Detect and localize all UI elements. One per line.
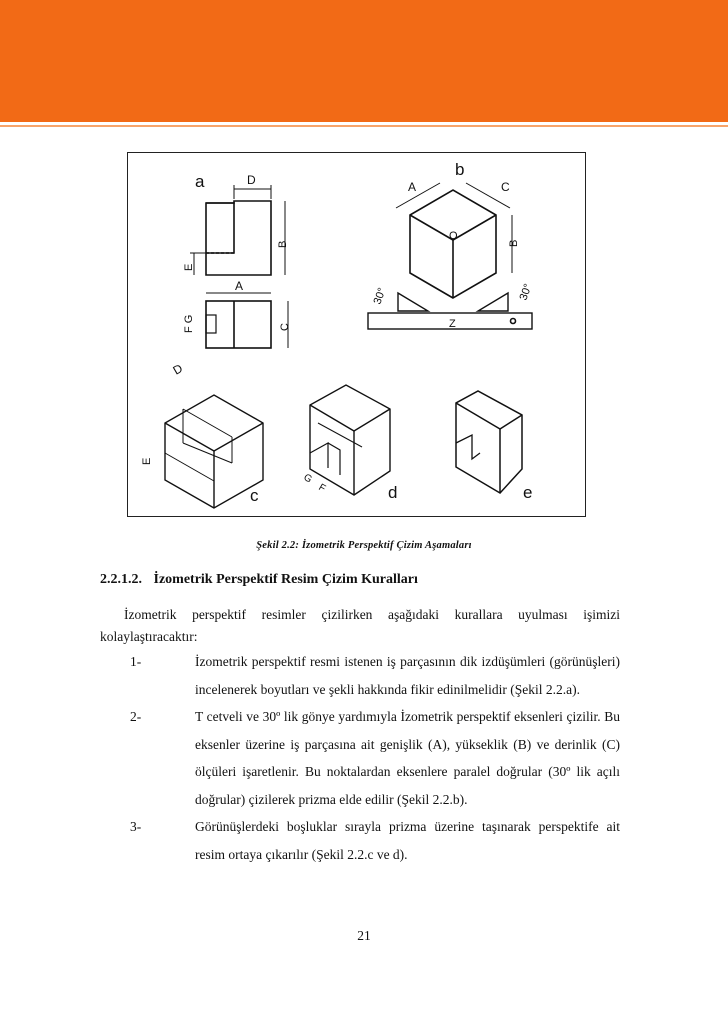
list-item (100, 703, 620, 813)
view-e (456, 391, 522, 493)
rule-text: Görünüşlerdeki boşluklar sırayla prizma üzerine taşınarak perspektife ait resim ortaya çıkarılır (Şekil 2.2.c ve d). (195, 819, 620, 862)
dim-C-a: C (279, 323, 291, 331)
figure-caption: Şekil 2.2: İzometrik Perspektif Çizim Aşamaları (256, 540, 472, 551)
dim-FG-a: F G (183, 314, 195, 333)
rule-text: T cetveli ve 30º lik gönye yardımıyla İzometrik perspektif eksenleri çizilir. Bu eksenler üzerine iş parçasına ait genişlik (A), yükseklik (B) ve derinlik (C) ölçüleri işaretlenir. Bu noktalardan eksenlere paralel doğrular (30º lik açılı doğrular) çizilerek prizma elde edilir (Şekil 2.2.b). (195, 709, 620, 807)
intro-line-2: kolaylaştıracaktır: (100, 629, 198, 644)
view-front-step (206, 203, 234, 253)
dim-D-a: D (247, 173, 256, 187)
page-number: 21 (357, 928, 371, 943)
view-side-notch (206, 315, 216, 333)
dim-B-a: B (277, 240, 289, 248)
section-heading (100, 572, 418, 588)
dim-A-b: A (408, 180, 417, 194)
rule-number: 1- (130, 654, 142, 669)
section-title: İzometrik Perspektif Resim Çizim Kuralları (153, 572, 418, 587)
label-e: e (523, 483, 533, 502)
rules-list (100, 648, 620, 868)
view-front (206, 201, 271, 275)
point-Z: Z (449, 318, 456, 330)
rule-text: İzometrik perspektif resmi istenen iş parçasının dik izdüşümleri (görünüşleri) incelenerek boyutları ve şekli hakkında fikir edinilmelidir (Şekil 2.2.a). (195, 654, 620, 697)
isometric-figure (127, 152, 586, 517)
dim-C-b: C (501, 180, 510, 194)
section-number: 2.2.1.2. (100, 572, 142, 587)
banner-shadow (0, 125, 728, 127)
label-a: a (195, 172, 205, 191)
dim-G-d: G (301, 472, 314, 486)
dim-F-d: F (316, 482, 328, 495)
list-item (100, 813, 620, 868)
label-d: d (388, 483, 398, 502)
dim-B-b: B (508, 239, 520, 247)
label-c: c (250, 486, 259, 505)
figure-drawing (128, 153, 585, 516)
dim-E-c: E (141, 457, 153, 465)
list-item (100, 648, 620, 703)
set-square-right (478, 293, 508, 311)
intro-line-1: İzometrik perspektif resimler çizilirken aşağıdaki kurallara uyulması işimizi (124, 607, 620, 622)
rule-number: 3- (130, 819, 142, 834)
header-banner (0, 0, 728, 122)
set-square-left (398, 293, 428, 311)
rule-number: 2- (130, 709, 142, 724)
view-d (310, 385, 390, 495)
label-b: b (455, 160, 465, 179)
point-O: O (449, 230, 458, 242)
view-c (165, 395, 263, 508)
angle-right: 30° (517, 282, 535, 303)
angle-left: 30° (371, 286, 389, 307)
intro-paragraph (100, 604, 620, 648)
dim-A-a: A (235, 279, 244, 293)
dim-E-a: E (183, 263, 195, 271)
dim-D-c: D (170, 361, 186, 378)
